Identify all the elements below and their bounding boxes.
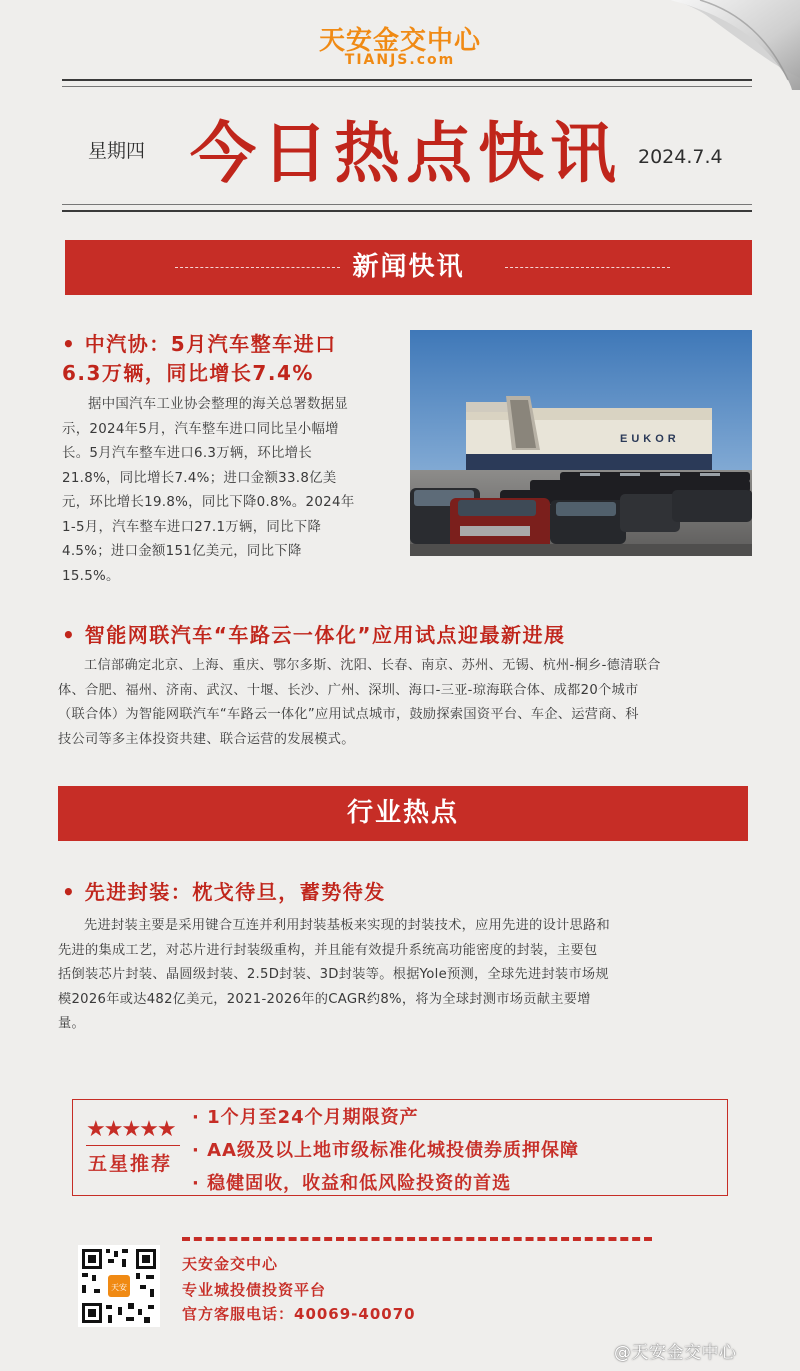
article-body-connected-vehicle <box>58 654 752 752</box>
section-title-industry: 行业热点 <box>346 798 459 828</box>
ship-label: EUKOR <box>620 433 680 445</box>
body-line: 4.5%；进口金额151亿美元，同比下降 <box>62 544 302 559</box>
body-line: 技公司等多主体投资共建、联合运营的发展模式。 <box>58 731 355 747</box>
body-line: 21.8%，同比增长7.4%；进口金额33.8亿美 <box>62 470 337 486</box>
weibo-watermark: @天安金交中心 <box>614 1343 737 1363</box>
body-line: 15.5%。 <box>62 568 120 584</box>
promo-item: · 稳健固收，收益和低风险投资的首选 <box>192 1173 512 1194</box>
article-headline-advanced-packaging: • 先进封装：枕戈待旦，蓄势待发 <box>62 880 386 904</box>
article-headline-auto-import-line1: • 中汽协：5月汽车整车进口 <box>62 332 337 356</box>
footer-slogan: 专业城投债投资平台 <box>182 1281 327 1299</box>
body-line: 工信部确定北京、上海、重庆、鄂尔多斯、沈阳、长春、南京、苏州、无锡、杭州-桐乡-德清联合 <box>84 658 661 673</box>
bar-dots-right <box>505 267 670 269</box>
body-line: 模2026年或达482亿美元，2021-2026年的CAGR约8%，将为全球封测市场贡献主要增 <box>58 991 591 1007</box>
promo-item: · AA级及以上地市级标准化城投债券质押保障 <box>192 1140 579 1161</box>
body-line: 元，环比增长19.8%，同比下降0.8%。2024年 <box>62 495 355 510</box>
section-title-news: 新闻快讯 <box>352 252 465 282</box>
qr-badge-text: 天安 <box>111 1283 127 1292</box>
body-line: 体、合肥、福州、济南、武汉、十堰、长沙、广州、深圳、海口-三亚-琼海联合体、成都20个城市 <box>58 682 639 698</box>
body-line: 量。 <box>58 1016 85 1031</box>
footer-company-name: 天安金交中心 <box>182 1255 279 1273</box>
logo-domain: TIANJS.com <box>344 52 456 68</box>
article-headline-connected-vehicle: • 智能网联汽车“车路云一体化”应用试点迎最新进展 <box>62 623 566 647</box>
qr-code-icon <box>78 1245 160 1327</box>
body-line: 括倒装芯片封装、晶圆级封装、2.5D封装、3D封装等。根据Yole预测，全球先进封装市场规 <box>58 967 609 982</box>
article-headline-auto-import-line2: 6.3万辆，同比增长7.4% <box>62 361 314 385</box>
five-star-icon: ★★★★★ <box>86 1117 175 1142</box>
body-line: 1-5月，汽车整车进口27.1万辆，同比下降 <box>62 519 322 535</box>
section-bar-news <box>65 240 752 295</box>
header-rule-bottom-thin <box>62 204 752 205</box>
weekday: 星期四 <box>88 140 146 162</box>
article-body-advanced-packaging <box>58 914 752 1037</box>
footer-hotline: 官方客服电话：40069-40070 <box>182 1305 416 1323</box>
page-curl-decoration <box>670 0 800 90</box>
body-line: 先进封装主要是采用键合互连并利用封装基板来实现的封装技术，应用先进的设计思路和 <box>84 918 611 933</box>
promo-label: 五星推荐 <box>88 1153 173 1175</box>
section-bar-industry <box>58 786 748 841</box>
header-rule-top <box>62 79 752 81</box>
article-body-auto-import <box>62 393 396 589</box>
body-line: 据中国汽车工业协会整理的海关总署数据显 <box>88 397 349 412</box>
page-title: 今日热点快讯 <box>190 115 622 192</box>
footer-dashed-divider <box>182 1237 652 1241</box>
header-rule-top-thin <box>62 86 752 87</box>
logo-text: 天安金交中心 <box>318 26 481 56</box>
body-line: 示，2024年5月，汽车整车进口同比呈小幅增 <box>62 421 339 437</box>
header-rule-bottom <box>62 210 752 212</box>
promo-divider <box>86 1145 180 1146</box>
promo-item: · 1个月至24个月期限资产 <box>192 1107 419 1128</box>
issue-date: 2024.7.4 <box>638 146 723 168</box>
body-line: 长。5月汽车整车进口6.3万辆，环比增长 <box>62 446 313 461</box>
body-line: 先进的集成工艺，对芯片进行封装级重构，并且能有效提升系统高功能密度的封装，主要包 <box>58 942 598 958</box>
body-line: （联合体）为智能网联汽车“车路云一体化”应用试点城市，鼓励探索国资平台、车企、运营商、科 <box>58 707 639 722</box>
bar-dots-left <box>175 267 340 269</box>
car-carrier-photo <box>410 330 752 556</box>
